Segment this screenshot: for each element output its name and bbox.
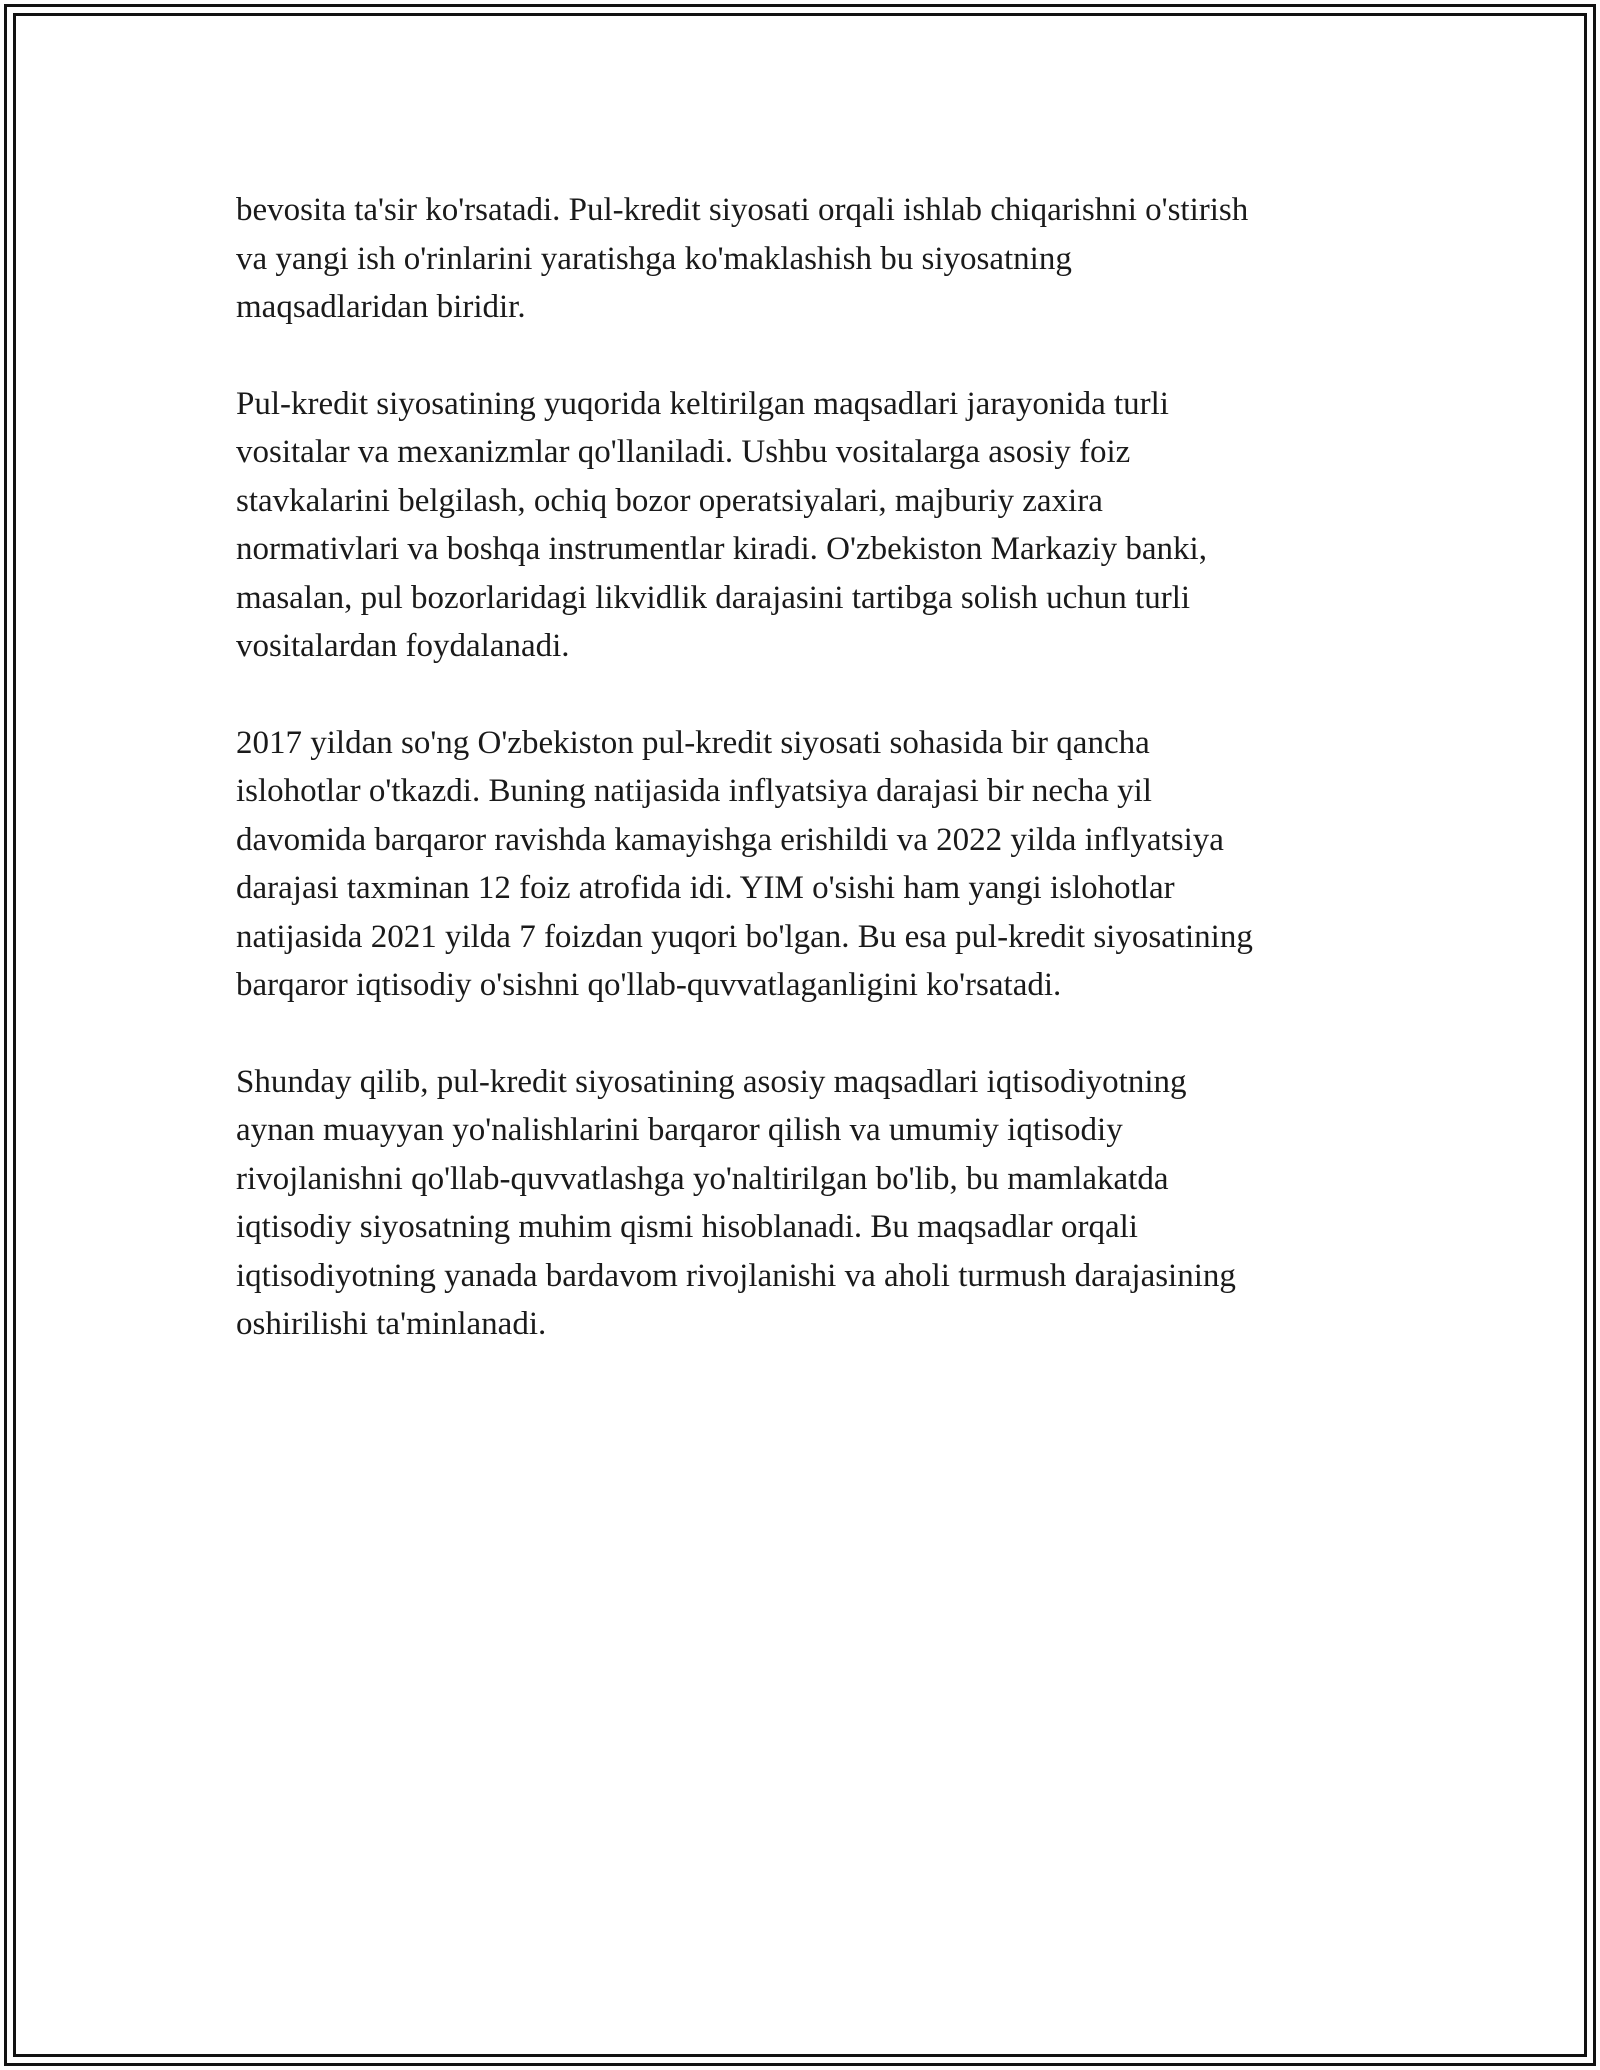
paragraph-3: 2017 yildan so'ng O'zbekiston pul-kredit siyosati sohasida bir qancha islohotlar o'tkazdi. Buning natijasida inflyatsiya darajasi bir necha yil davomida barqaror ravishda kamayishga erishildi va 2022 yilda inflyatsiya darajasi taxminan 12 foiz atrofida idi. YIM o'sishi ham yangi islohotlar natijasida 2021 yilda 7 foizdan yuqori bo'lgan. Bu esa pul-kredit siyosatining barqaror iqtisodiy o'sishni qo'llab-quvvatlaganligini ko'rsatadi. bbox=[236, 724, 1253, 1003]
paragraph-4: Shunday qilib, pul-kredit siyosatining asosiy maqsadlari iqtisodiyotning aynan muayyan yo'nalishlarini barqaror qilish va umumiy iqtisodiy rivojlanishni qo'llab-quvvatlashga yo'naltirilgan bo'lib, bu mamlakatda iqtisodiy siyosatning muhim qismi hisoblanadi. Bu maqsadlar orqali iqtisodiyotning yanada bardavom rivojlanishi va aholi turmush darajasining oshirilishi ta'minlanadi. bbox=[236, 1063, 1236, 1342]
paragraph-2: Pul-kredit siyosatining yuqorida keltirilgan maqsadlari jarayonida turli vositalar va mexanizmlar qo'llaniladi. Ushbu vositalarga asosiy foiz stavkalarini belgilash, ochiq bozor operatsiyalari, majburiy zaxira normativlari va boshqa instrumentlar kiradi. O'zbekiston Markaziy banki, masalan, pul bozorlaridagi likvidlik darajasini tartibga solish uchun turli vositalardan foydalanadi. bbox=[236, 385, 1207, 664]
paragraph-1: bevosita ta'sir ko'rsatadi. Pul-kredit siyosati orqali ishlab chiqarishni o'stirish va yangi ish o'rinlarini yaratishga ko'maklashish bu siyosatning maqsadlaridan biridir. bbox=[236, 192, 1249, 325]
document-body bbox=[236, 186, 1376, 1397]
